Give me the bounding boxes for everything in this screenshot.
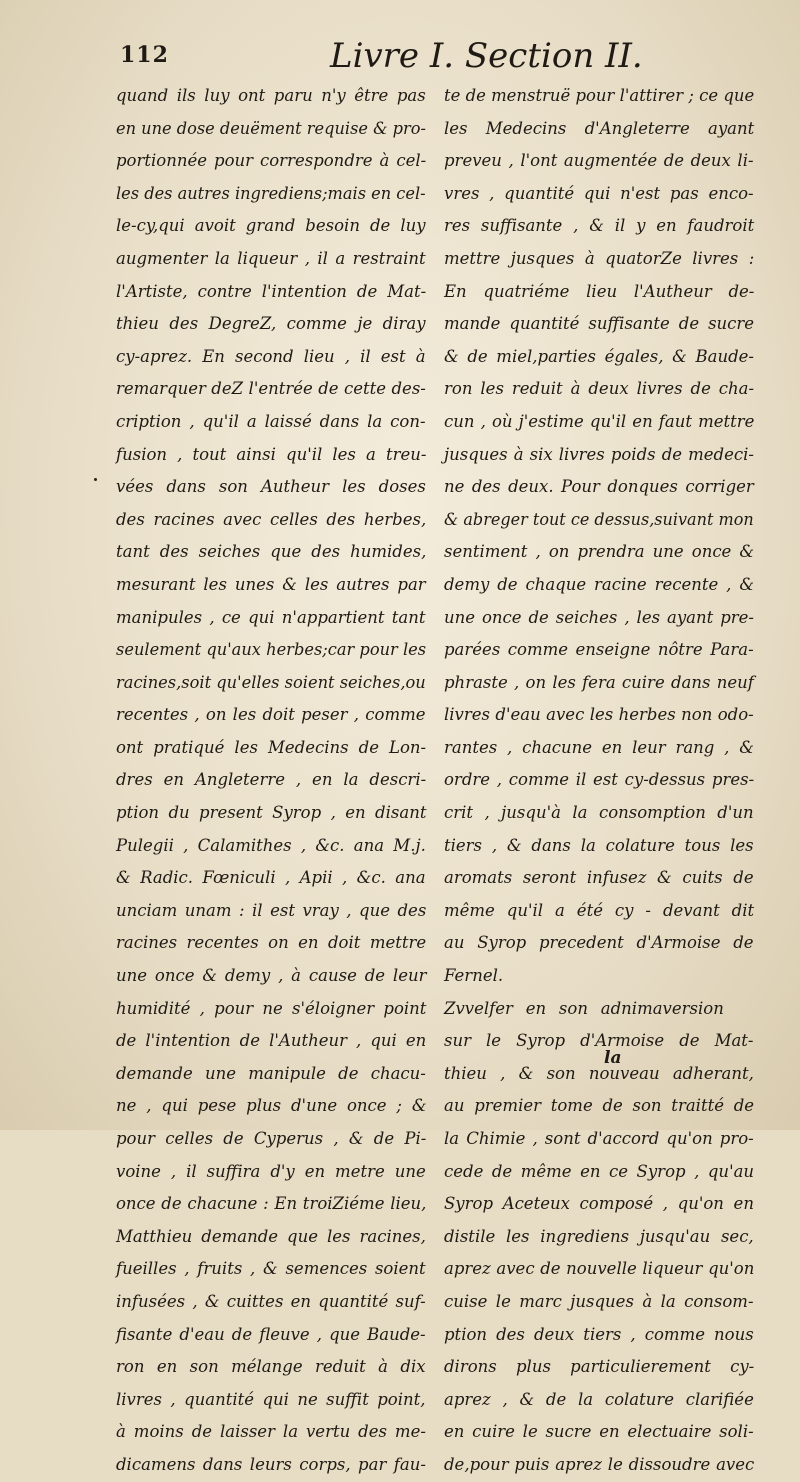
text-line: dres en Angleterre , en la descri-	[116, 770, 427, 790]
text-line: de,pour puis aprez le dissoudre avec	[444, 1454, 755, 1474]
text-line: ption du present Syrop , en disant	[116, 803, 427, 823]
text-line: livres d'eau avec les herbes non odo-	[444, 705, 754, 725]
text-line: Matthieu demande que les racines,	[116, 1226, 426, 1246]
text-line: des racines avec celles des herbes,	[116, 509, 427, 529]
text-line: mande quantité suffisante de sucre	[444, 314, 755, 334]
text-line: fusion , tout ainsi qu'il les a treu-	[116, 444, 427, 464]
text-line: humidité , pour ne s'éloigner point	[116, 998, 427, 1018]
text-line: les Medecins d'Angleterre ayant	[444, 118, 755, 138]
text-line: l'Artiste, contre l'intention de Mat-	[116, 281, 427, 301]
text-line: remarquer deZ l'entrée de cette des-	[116, 379, 426, 399]
text-line: Zvvelfer en son adnimaversion	[444, 998, 724, 1018]
text-line: cun , où j'estime qu'il en faut mettre	[444, 411, 755, 431]
text-line: Fernel.	[444, 966, 504, 986]
text-line: infusées , & cuittes en quantité suf-	[116, 1291, 426, 1311]
text-line: fisante d'eau de fleuve , que Baude-	[116, 1324, 426, 1344]
text-line: distile les ingrediens jusqu'au sec,	[444, 1226, 754, 1246]
text-line: ne , qui pese plus d'une once ; &	[116, 1096, 427, 1116]
text-line: racines,soit qu'elles soient seiches,ou	[116, 672, 426, 692]
text-line: ption des deux tiers , comme nous	[444, 1324, 754, 1344]
text-line: parées comme enseigne nôtre Para-	[444, 640, 754, 660]
text-line: le-cy,qui avoit grand besoin de luy	[116, 216, 426, 236]
text-line: la Chimie , sont d'accord qu'on pro-	[444, 1129, 754, 1148]
text-line: même qu'il a été cy - devant dit	[444, 900, 755, 920]
text-line: En quatriéme lieu l'Autheur de-	[444, 281, 755, 301]
text-line: crit , jusqu'à la consomption d'un	[444, 803, 754, 823]
text-line: once de chacune : En troiZiéme lieu,	[116, 1194, 427, 1214]
text-line: res suffisante , & il y en faudroit	[444, 216, 755, 236]
text-line: tiers , & dans la colature tous les	[444, 835, 754, 855]
text-line: ron en son mélange reduit à dix	[116, 1357, 426, 1377]
text-line: dicamens dans leurs corps, par fau-	[116, 1454, 426, 1474]
text-line: sentiment , on prendra une once &	[444, 542, 755, 562]
text-line: ron les reduit à deux livres de cha-	[444, 379, 755, 399]
margin-mark	[94, 478, 97, 481]
text-line: augmenter la liqueur , il a restraint	[116, 248, 426, 268]
text-line: seulement qu'aux herbes;car pour les	[116, 640, 427, 660]
text-line: cuise le marc jusques à la consom-	[444, 1291, 754, 1311]
text-line: ordre , comme il est cy-dessus pres-	[444, 770, 755, 790]
text-line: Pulegii , Calamithes , &c. ana M.j.	[116, 835, 426, 855]
text-line: une once de seiches , les ayant pre-	[444, 607, 755, 627]
text-line: demy de chaque racine recente , &	[444, 574, 755, 594]
text-line: cy-aprez. En second lieu , il est à	[116, 346, 426, 366]
text-line: thieu , & son nouveau adherant,	[444, 1063, 754, 1083]
text-line: demande une manipule de chacu-	[116, 1063, 426, 1083]
text-line: Syrop Aceteux composé , qu'on en	[444, 1194, 754, 1214]
text-line: les des autres ingrediens;mais en cel-	[116, 183, 426, 203]
text-line: aprez avec de nouvelle liqueur qu'on	[444, 1259, 755, 1279]
text-line: en cuire le sucre en electuaire soli-	[444, 1422, 754, 1442]
text-line: portionnée pour correspondre à cel-	[116, 151, 427, 171]
text-line: quand ils luy ont paru n'y être pas	[116, 86, 426, 105]
text-line: racines recentes on en doit mettre	[116, 933, 427, 953]
text-line: thieu des DegreZ, comme je diray	[116, 314, 426, 334]
text-line: dirons plus particulierement cy-	[444, 1357, 755, 1377]
text-line: une once & demy , à cause de leur	[116, 966, 427, 986]
text-line: à moins de laisser la vertu des me-	[116, 1422, 426, 1442]
text-line: ne des deux. Pour donques corriger	[444, 477, 754, 497]
left-column	[116, 80, 426, 1482]
text-line: cription , qu'il a laissé dans la con-	[116, 411, 426, 431]
text-line: preveu , l'ont augmentée de deux li-	[444, 151, 754, 171]
text-line: vées dans son Autheur les doses	[116, 477, 426, 497]
catchword: la	[604, 1048, 622, 1068]
text-line: te de menstruë pour l'attirer ; ce que	[444, 86, 755, 105]
text-line: sur le Syrop d'Armoise de Mat-	[444, 1031, 754, 1051]
right-column	[444, 80, 754, 1482]
text-line: fueilles , fruits , & semences soient	[116, 1259, 426, 1279]
text-line: au premier tome de son traitté de	[444, 1096, 755, 1116]
text-line: aromats seront infusez & cuits de	[444, 868, 754, 888]
text-line: aprez , & de la colature clarifiée	[444, 1389, 754, 1409]
text-line: voine , il suffira d'y en metre une	[116, 1161, 426, 1181]
text-line: au Syrop precedent d'Armoise de	[444, 933, 754, 953]
text-line: mettre jusques à quatorZe livres :	[444, 248, 755, 268]
text-line: recentes , on les doit peser , comme	[116, 705, 426, 725]
text-line: de l'intention de l'Autheur , qui en	[116, 1031, 427, 1051]
text-line: rantes , chacune en leur rang , &	[444, 737, 754, 757]
text-line: phraste , on les fera cuire dans neuf	[444, 672, 754, 692]
text-line: & de miel,parties égales, & Baude-	[444, 346, 754, 366]
text-line: pour celles de Cyperus , & de Pi-	[116, 1129, 427, 1148]
text-line: manipules , ce qui n'appartient tant	[116, 607, 426, 627]
text-line: ont pratiqué les Medecins de Lon-	[116, 737, 427, 757]
running-title: Livre I. Section II.	[330, 36, 643, 76]
text-line: cede de même en ce Syrop , qu'au	[444, 1161, 755, 1181]
text-line: vres , quantité qui n'est pas enco-	[444, 183, 754, 203]
text-line: unciam unam : il est vray , que des	[116, 900, 427, 920]
text-columns	[116, 80, 756, 1474]
text-line: en une dose deuëment requise & pro-	[116, 118, 426, 138]
text-line: mesurant les unes & les autres par	[116, 574, 426, 594]
text-line: & abreger tout ce dessus,suivant mon	[444, 509, 754, 529]
text-line: & Radic. Fœniculi , Apii , &c. ana	[116, 868, 426, 888]
text-line: livres , quantité qui ne suffit point,	[116, 1389, 426, 1409]
text-line: tant des seiches que des humides,	[116, 542, 427, 562]
text-line: jusques à six livres poids de medeci-	[444, 444, 754, 464]
page-number: 112	[120, 42, 169, 68]
page-header	[120, 36, 760, 78]
